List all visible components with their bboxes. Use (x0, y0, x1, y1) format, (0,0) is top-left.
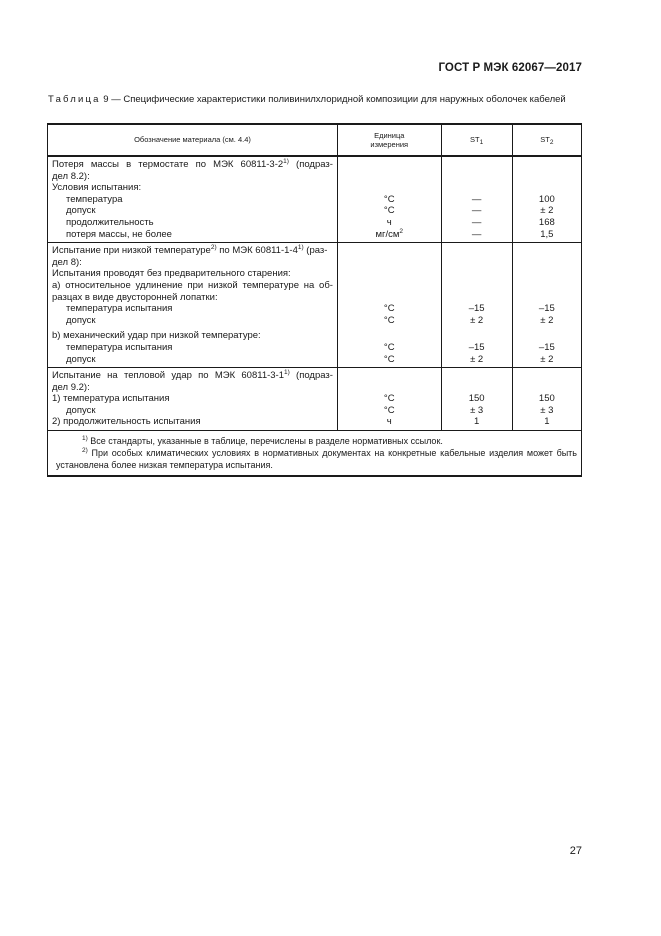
caption-prefix: Таблица (48, 94, 101, 105)
table-row (48, 342, 582, 354)
table-row (48, 330, 582, 342)
g2-a-line1: а) относительное удлинение при низкой температуре на об- (48, 280, 338, 292)
g3-title-a: Испытание на тепловой удар по МЭК 60811-3-1 (52, 370, 284, 382)
g1-title-a: Потеря массы в термостате по МЭК 60811-3-2 (52, 159, 284, 170)
g2-no-aging: Испытания проводят без предварительного старения: (48, 268, 338, 280)
row-st1: 1 (441, 416, 512, 430)
g1-title-b: (подраз- (288, 159, 333, 170)
g1-conditions: Условия испытания: (48, 182, 338, 194)
row-st1: — (441, 229, 512, 243)
g1-title-cont: дел 8.2): (48, 171, 338, 183)
row-st2: ± 2 (512, 354, 581, 368)
row-label: температура (48, 194, 338, 206)
g2-title-cont: дел 8): (48, 257, 338, 269)
header-unit-line1: Единица (374, 130, 405, 140)
row-st1: ± 2 (441, 354, 512, 368)
row-label: температура испытания (48, 303, 338, 315)
header-st2-text: ST (540, 135, 550, 145)
row-unit: °С (337, 194, 441, 206)
row-st1: ± 2 (441, 315, 512, 331)
row-st2: 1 (512, 416, 581, 430)
row-st2: 150 (512, 393, 581, 405)
row-st2: ± 3 (512, 405, 581, 417)
table-row (48, 315, 582, 331)
row-unit (337, 229, 441, 243)
spec-table (47, 123, 582, 477)
row-label: допуск (48, 205, 338, 217)
g2-title-b: по МЭК 60811-1-4 (216, 245, 298, 257)
unit-sup: 2 (399, 227, 404, 235)
row-label: температура испытания (48, 342, 338, 354)
document-code: ГОСТ Р МЭК 62067—2017 (438, 62, 582, 74)
footnote-1 (56, 435, 577, 447)
g2-a-line2: разцах в виде двусторонней лопатки: (48, 292, 338, 304)
footnote-mark: 1) (82, 435, 88, 443)
row-unit: °С (337, 315, 441, 331)
table-caption (48, 93, 583, 106)
page-number: 27 (569, 845, 582, 857)
footnote-mark: 2) (82, 447, 88, 455)
row-unit: °С (337, 354, 441, 368)
row-st2: –15 (512, 342, 581, 354)
row-st2: ± 2 (512, 315, 581, 331)
table-row (48, 182, 582, 194)
header-st1-sub: 1 (479, 139, 484, 147)
row-st1: 150 (441, 393, 512, 405)
footnote-ref: 2) (210, 244, 217, 252)
row-unit: °С (337, 393, 441, 405)
row-st1: ± 3 (441, 405, 512, 417)
row-label: 2) продолжительность испытания (48, 416, 338, 430)
footnote-text: При особых климатических условиях в нормативных документах на конкретные кабельные изделия может быть установлена более низкая температура испытания. (56, 448, 577, 471)
header-st1 (441, 124, 512, 156)
row-st2: 168 (512, 217, 581, 229)
footnote-ref: 1) (283, 158, 289, 165)
row-st1: — (441, 194, 512, 206)
table-row (48, 194, 582, 206)
g2-title-c: (раз- (303, 245, 328, 257)
header-st2 (512, 124, 581, 156)
row-label: продолжительность (48, 217, 338, 229)
footnote-text: Все стандарты, указанные в таблице, перечислены в разделе нормативных ссылок. (87, 436, 443, 447)
table-row (48, 368, 582, 382)
g1-title (48, 156, 338, 171)
g3-title-cont: дел 9.2): (48, 382, 338, 394)
header-material: Обозначение материала (см. 4.4) (48, 124, 338, 156)
row-label: допуск (48, 354, 338, 368)
table-notes-row (48, 431, 582, 477)
row-st1: –15 (441, 303, 512, 315)
header-unit-line2: измерения (370, 140, 409, 149)
table-row (48, 405, 582, 417)
table-row (48, 416, 582, 430)
unit-text: мг/см (375, 228, 400, 240)
row-st2: 1,5 (512, 229, 581, 243)
row-st1: –15 (441, 342, 512, 354)
row-unit: ч (337, 416, 441, 430)
row-label: допуск (48, 315, 338, 331)
table-row (48, 229, 582, 243)
row-st1: — (441, 217, 512, 229)
table-row (48, 156, 582, 171)
table-row (48, 268, 582, 280)
table-row (48, 205, 582, 217)
table-header-row (48, 124, 582, 156)
table-notes (48, 431, 582, 477)
row-st2: –15 (512, 303, 581, 315)
footnote-ref: 1) (284, 369, 290, 377)
g3-title (48, 368, 338, 382)
g2-title-a: Испытание при низкой температуре (52, 245, 211, 257)
g2-b-line: b) механический удар при низкой температуре: (48, 330, 338, 342)
row-st2: ± 2 (512, 205, 581, 217)
table-row (48, 217, 582, 229)
caption-text: 9 — Специфические характеристики поливинилхлоридной композиции для наружных оболочек кабелей (100, 94, 566, 105)
table-row (48, 303, 582, 315)
table-row (48, 382, 582, 394)
row-st2: 100 (512, 194, 581, 206)
table-row (48, 354, 582, 368)
row-unit: °С (337, 303, 441, 315)
row-unit: °С (337, 405, 441, 417)
row-label: 1) температура испытания (48, 393, 338, 405)
footnote-2 (56, 447, 577, 471)
table-row (48, 171, 582, 183)
row-st1: — (441, 205, 512, 217)
table-row (48, 292, 582, 304)
table-row (48, 393, 582, 405)
row-unit: °С (337, 205, 441, 217)
row-unit: ч (337, 217, 441, 229)
table-row (48, 243, 582, 257)
header-st1-text: ST (470, 135, 480, 145)
header-st2-sub: 2 (549, 139, 554, 147)
header-unit (337, 124, 441, 156)
g3-title-b: (подраз- (289, 370, 333, 382)
table-row (48, 280, 582, 292)
row-label: потеря массы, не более (48, 229, 338, 243)
row-label: допуск (48, 405, 338, 417)
footnote-ref: 1) (297, 244, 304, 252)
row-unit: °С (337, 342, 441, 354)
table-row (48, 257, 582, 269)
g2-title (48, 243, 338, 257)
